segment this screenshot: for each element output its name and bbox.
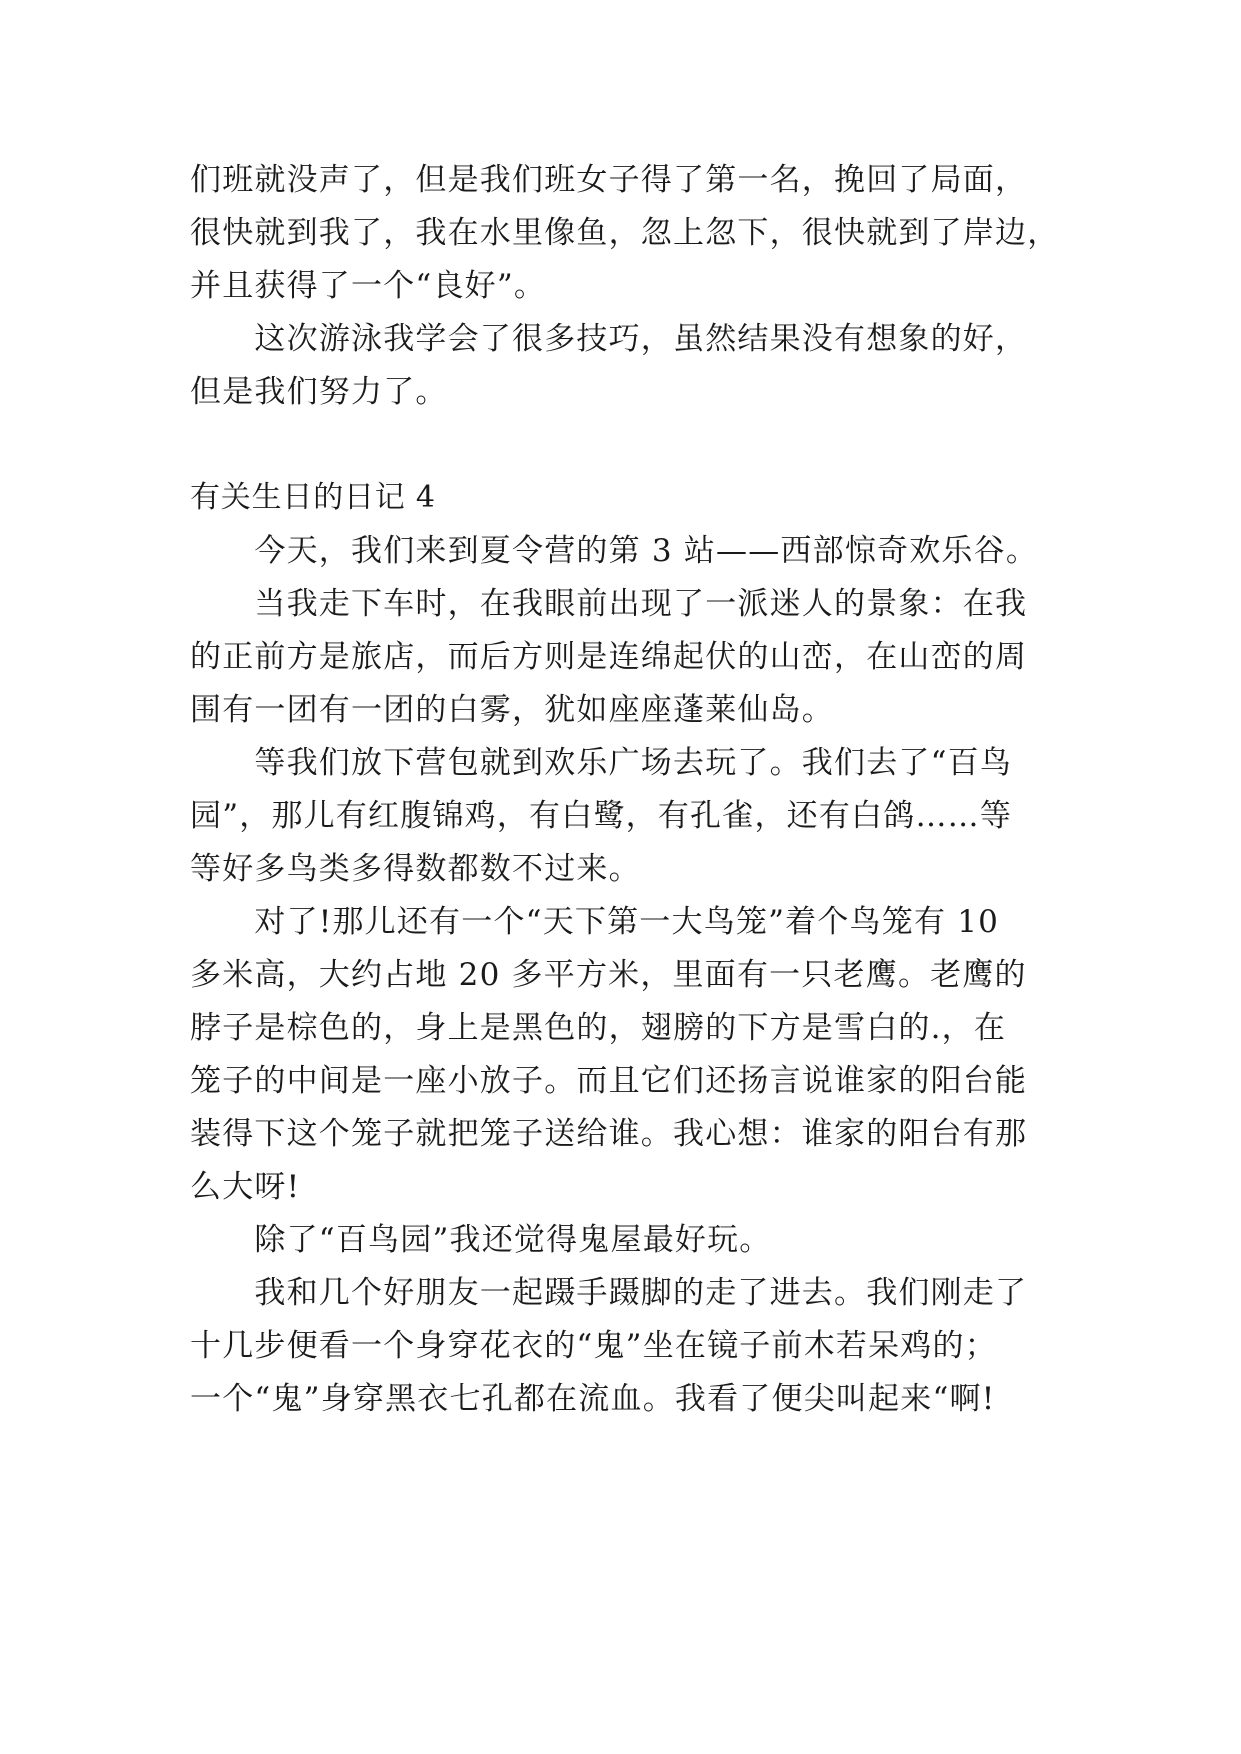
text-line: 么大呀!: [190, 1169, 301, 1205]
text-line: 除了“百鸟园”我还觉得鬼屋最好玩。: [190, 1222, 772, 1258]
text-line: 园”，那儿有红腹锦鸡，有白鹭，有孔雀，还有白鸽……等: [190, 798, 1013, 834]
text-line: 多米高，大约占地 20 多平方米，里面有一只老鹰。老鹰的: [190, 957, 1027, 993]
text-line: 对了!那儿还有一个“天下第一大鸟笼”着个鸟笼有 10: [190, 904, 1000, 940]
text-line: 的正前方是旅店，而后方则是连绵起伏的山峦，在山峦的周: [190, 639, 1028, 675]
text-line: 当我走下车时，在我眼前出现了一派迷人的景象：在我: [190, 586, 1028, 622]
text-line: 笼子的中间是一座小放子。而且它们还扬言说谁家的阳台能: [190, 1063, 1028, 1099]
text-line: 我和几个好朋友一起蹑手蹑脚的走了进去。我们刚走了: [190, 1275, 1028, 1311]
text-line: 但是我们努力了。: [190, 374, 448, 410]
text-line: 等我们放下营包就到欢乐广场去玩了。我们去了“百鸟: [190, 745, 1013, 781]
text-line: 一个“鬼”身穿黑衣七孔都在流血。我看了便尖叫起来“啊!: [190, 1381, 996, 1417]
text-line: 这次游泳我学会了很多技巧，虽然结果没有想象的好，: [190, 321, 1028, 357]
section-heading: 有关生日的日记 4: [190, 480, 436, 515]
text-line: 装得下这个笼子就把笼子送给谁。我心想：谁家的阳台有那: [190, 1116, 1028, 1152]
text-line: 脖子是棕色的，身上是黑色的，翅膀的下方是雪白的.，在: [190, 1010, 1007, 1046]
text-line: 等好多鸟类多得数都数不过来。: [190, 851, 641, 887]
text-line: 十几步便看一个身穿花衣的“鬼”坐在镜子前木若呆鸡的；: [190, 1328, 997, 1364]
text-line: 围有一团有一团的白雾，犹如座座蓬莱仙岛。: [190, 692, 834, 728]
text-line: 很快就到我了，我在水里像鱼，忽上忽下，很快就到了岸边，: [190, 215, 1060, 251]
text-line: 并且获得了一个“良好”。: [190, 268, 547, 304]
text-line: 今天，我们来到夏令营的第 3 站——西部惊奇欢乐谷。: [190, 533, 1039, 569]
text-line: 们班就没声了，但是我们班女子得了第一名，挽回了局面，: [190, 162, 1028, 198]
